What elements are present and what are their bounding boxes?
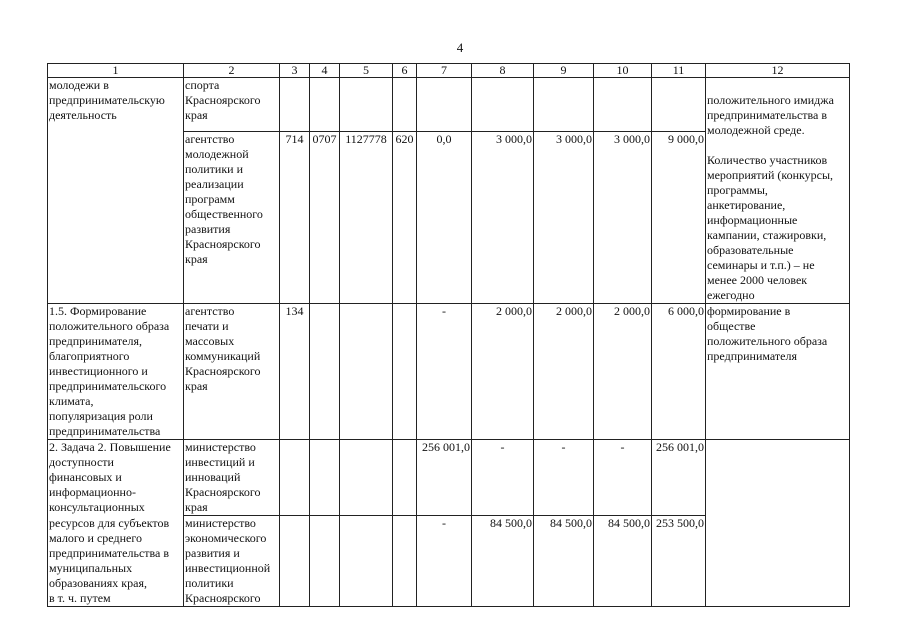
- csr-code-cell: [340, 516, 393, 607]
- expected-result-cell: [706, 440, 850, 607]
- expected-result-part: положительного имиджа предпринимательства в молодежной среде.: [707, 93, 834, 137]
- amount-cell: 3 000,0: [534, 131, 594, 303]
- grbs-code-cell: [280, 78, 310, 132]
- vr-code-cell: [393, 516, 417, 607]
- column-number: 8: [472, 64, 534, 78]
- column-number: 9: [534, 64, 594, 78]
- column-number: 12: [706, 64, 850, 78]
- amount-cell: [534, 78, 594, 132]
- amount-cell: -: [417, 304, 472, 440]
- amount-cell: 2 000,0: [472, 304, 534, 440]
- expected-result-part: Количество участников мероприятий (конкурсы, программы, анкетирование, информационные кампании, стажировки, образовательные семинары и т.п.) – не менее 2000 человек ежегодно: [707, 153, 834, 302]
- vr-code-cell: 620: [393, 131, 417, 303]
- rzpr-code-cell: 0707: [310, 131, 340, 303]
- column-number: 10: [594, 64, 652, 78]
- table-row: [48, 78, 850, 132]
- vr-code-cell: [393, 78, 417, 132]
- vr-code-cell: [393, 304, 417, 440]
- amount-cell: 0,0: [417, 131, 472, 303]
- amount-cell: 2 000,0: [594, 304, 652, 440]
- task-description-cell: 1.5. Формирование положительного образа предпринимателя, благоприятного инвестиционного и предпринимательского климата, популяризация роли предпринимательства: [48, 304, 184, 440]
- task-description-cell: 2. Задача 2. Повышение доступности финансовых и информационно- консультационных: [48, 440, 184, 516]
- amount-cell: [417, 78, 472, 132]
- table-row: [48, 440, 850, 516]
- table-row: [48, 304, 850, 440]
- amount-cell: 84 500,0: [472, 516, 534, 607]
- column-number-row: [48, 64, 850, 78]
- column-number: 5: [340, 64, 393, 78]
- rzpr-code-cell: [310, 304, 340, 440]
- csr-code-cell: 1127778: [340, 131, 393, 303]
- task-description-cell: ресурсов для субъектов малого и среднего предпринимательства в муниципальных образованиях края, в т. ч. путем: [48, 516, 184, 607]
- responsible-agency-cell: министерство экономического развития и инвестиционной политики Красноярского: [184, 516, 280, 607]
- amount-cell: 3 000,0: [472, 131, 534, 303]
- csr-code-cell: [340, 440, 393, 516]
- grbs-code-cell: [280, 516, 310, 607]
- expected-result-cell: формирование в обществе положительного образа предпринимателя: [706, 304, 850, 440]
- column-number: 3: [280, 64, 310, 78]
- rzpr-code-cell: [310, 78, 340, 132]
- amount-cell: [652, 78, 706, 132]
- expected-result-cell: [706, 78, 850, 304]
- amount-cell: -: [472, 440, 534, 516]
- rzpr-code-cell: [310, 440, 340, 516]
- task-description-cell: молодежи в предпринимательскую деятельность: [48, 78, 184, 304]
- amount-cell: 256 001,0: [417, 440, 472, 516]
- responsible-agency-cell: агентство молодежной политики и реализации программ общественного развития Красноярского края: [184, 131, 280, 303]
- csr-code-cell: [340, 304, 393, 440]
- amount-cell: 9 000,0: [652, 131, 706, 303]
- csr-code-cell: [340, 78, 393, 132]
- amount-cell: [594, 78, 652, 132]
- vr-code-cell: [393, 440, 417, 516]
- grbs-code-cell: 134: [280, 304, 310, 440]
- column-number: 7: [417, 64, 472, 78]
- amount-cell: 2 000,0: [534, 304, 594, 440]
- amount-cell: 253 500,0: [652, 516, 706, 607]
- amount-cell: [472, 78, 534, 132]
- amount-cell: -: [534, 440, 594, 516]
- column-number: 1: [48, 64, 184, 78]
- amount-cell: -: [417, 516, 472, 607]
- responsible-agency-cell: министерство инвестиций и инноваций Красноярского края: [184, 440, 280, 516]
- grbs-code-cell: [280, 440, 310, 516]
- page-number: 4: [456, 40, 464, 55]
- responsible-agency-cell: агентство печати и массовых коммуникаций Красноярского края: [184, 304, 280, 440]
- column-number: 4: [310, 64, 340, 78]
- amount-cell: 6 000,0: [652, 304, 706, 440]
- amount-cell: 256 001,0: [652, 440, 706, 516]
- budget-table: [47, 63, 850, 607]
- responsible-agency-cell: спорта Красноярского края: [184, 78, 280, 132]
- amount-cell: 84 500,0: [534, 516, 594, 607]
- rzpr-code-cell: [310, 516, 340, 607]
- amount-cell: 3 000,0: [594, 131, 652, 303]
- amount-cell: 84 500,0: [594, 516, 652, 607]
- column-number: 6: [393, 64, 417, 78]
- grbs-code-cell: 714: [280, 131, 310, 303]
- amount-cell: -: [594, 440, 652, 516]
- column-number: 2: [184, 64, 280, 78]
- column-number: 11: [652, 64, 706, 78]
